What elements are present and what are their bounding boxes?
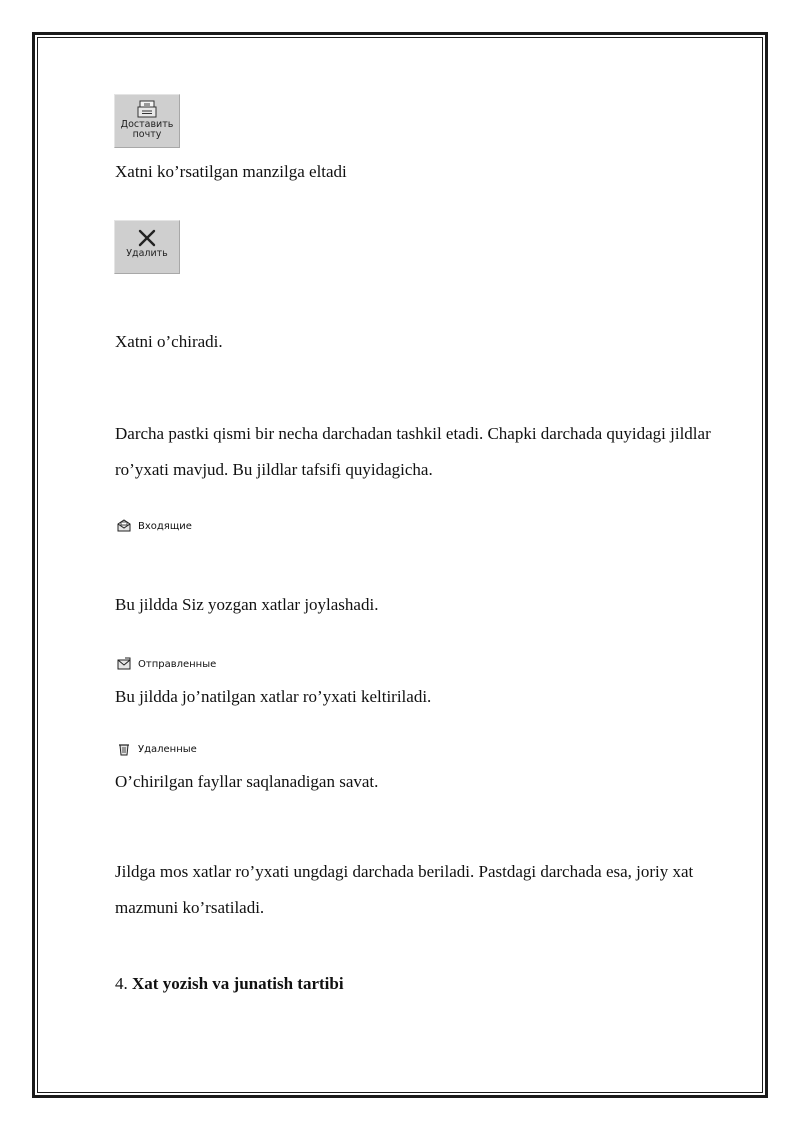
delete-x-icon	[136, 227, 158, 249]
section-heading	[115, 975, 344, 992]
sent-description: Bu jildda jo’natilgan xatlar ro’yxati keltiriladi.	[115, 687, 432, 706]
inbox-description: Bu jildda Siz yozgan xatlar joylashadi.	[115, 595, 379, 614]
window-description: Darcha pastki qismi bir necha darchadan tashkil etadi. Chapki darchada quyidagi jildlar ro’yxati mavjud. Bu jildlar tafsifi quyidagicha.	[115, 424, 711, 479]
folder-deleted[interactable]	[116, 741, 197, 757]
deliver-mail-label-line1: Доставить	[120, 119, 174, 130]
deleted-description: O’chirilgan fayllar saqlanadigan savat.	[115, 772, 379, 791]
delete-label: Удалить	[126, 248, 168, 259]
sent-folder-icon	[116, 656, 132, 672]
list-description: Jildga mos xatlar ro’yxati ungdagi darchada beriladi. Pastdagi darchada esa, joriy xat mazmuni ko’rsatiladi.	[115, 862, 694, 917]
folder-sent[interactable]	[116, 656, 216, 672]
inbox-folder-icon	[116, 518, 132, 534]
delete-button[interactable]	[114, 220, 180, 274]
section-title: Xat yozish va junatish tartibi	[132, 974, 344, 993]
deliver-mail-button[interactable]	[114, 94, 180, 148]
deliver-mail-icon	[136, 98, 158, 120]
section-number: 4.	[115, 974, 128, 993]
deliver-mail-label-line2: почту	[132, 129, 162, 140]
deliver-description: Xatni ko’rsatilgan manzilga eltadi	[115, 162, 347, 181]
folder-sent-label: Отправленные	[138, 658, 217, 670]
trash-icon	[116, 741, 132, 757]
page-border-inner	[37, 37, 763, 1093]
folder-inbox[interactable]	[116, 518, 192, 534]
delete-description: Xatni o’chiradi.	[115, 332, 223, 351]
folder-inbox-label: Входящие	[138, 520, 192, 532]
folder-deleted-label: Удаленные	[138, 743, 197, 755]
